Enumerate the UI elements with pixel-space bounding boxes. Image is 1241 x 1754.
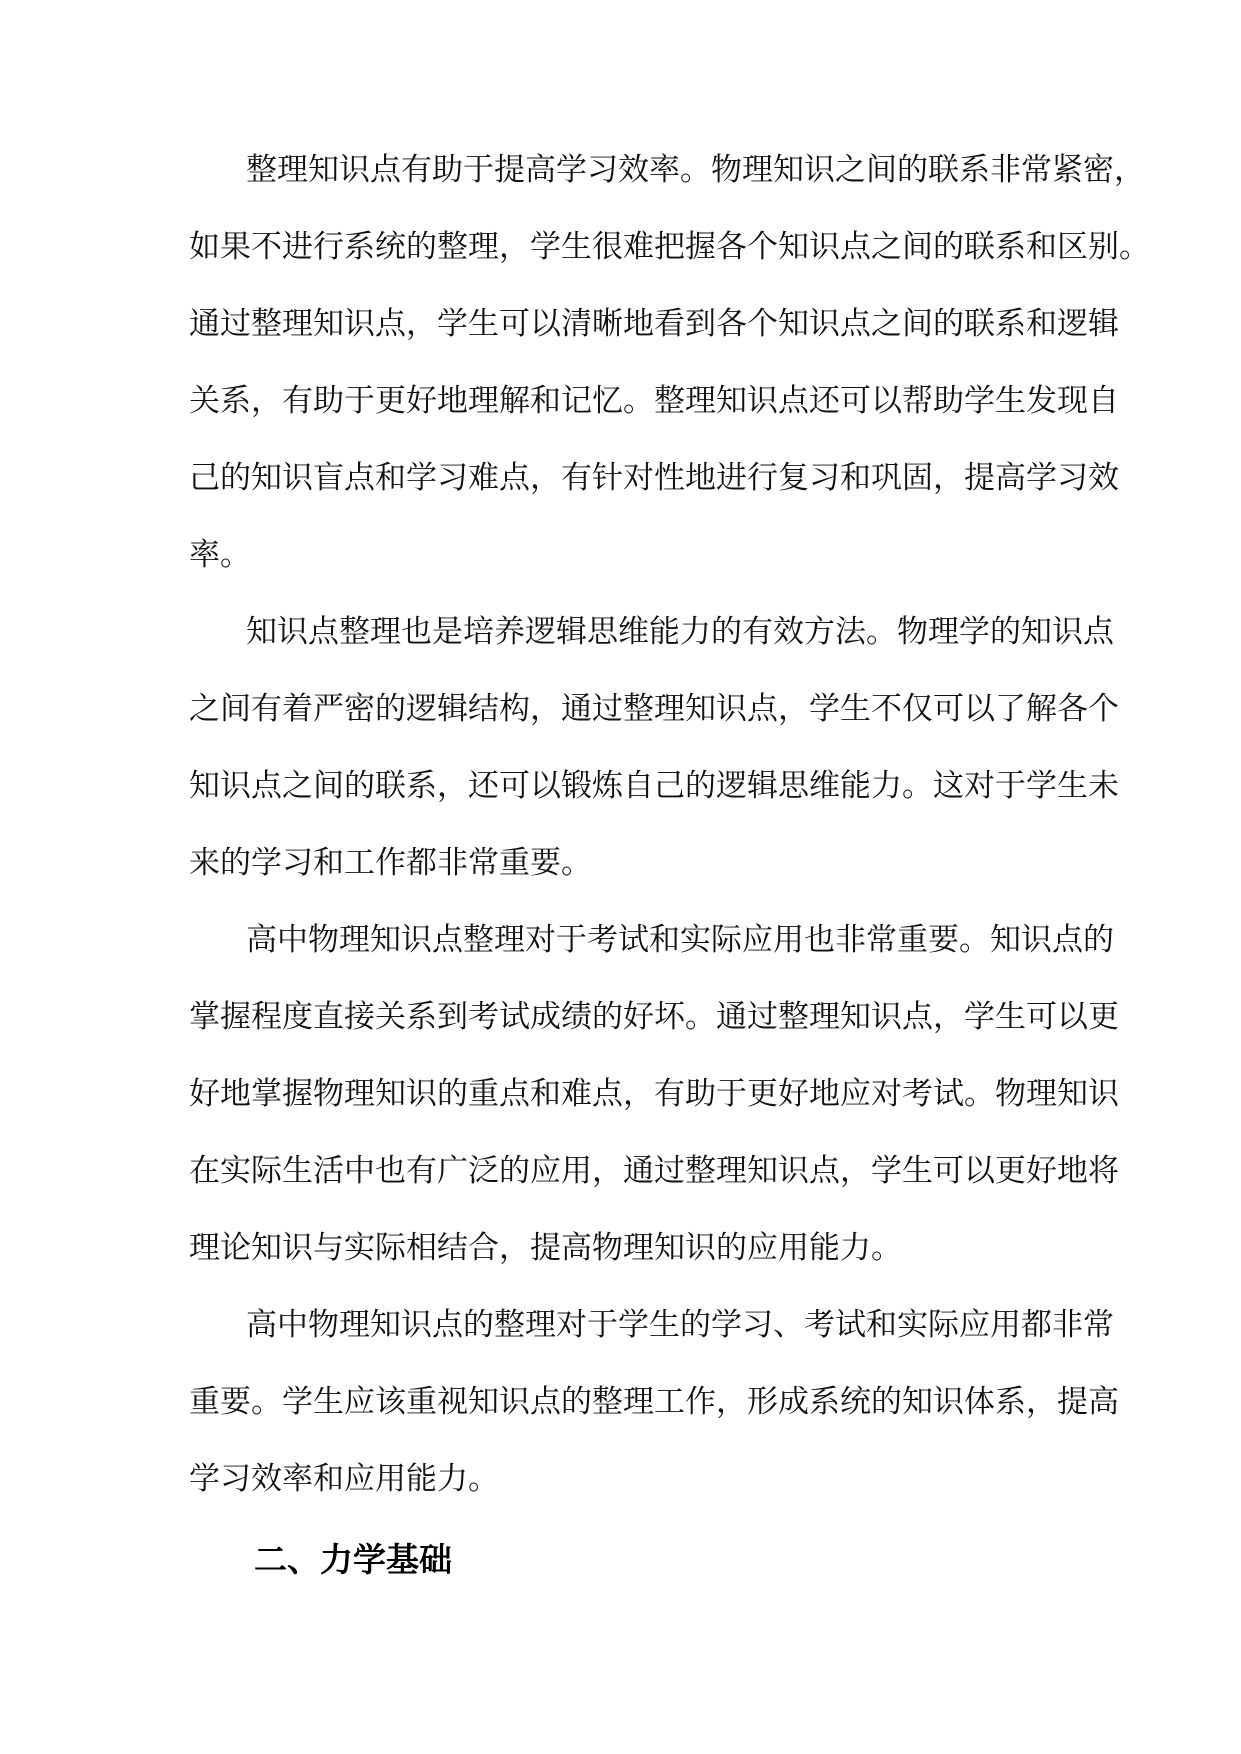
paragraph-3-line-5: 理论知识与实际相结合，提高物理知识的应用能力。 [189, 1230, 902, 1266]
paragraph-4-line-2: 重要。学生应该重视知识点的整理工作，形成系统的知识体系，提高 [189, 1384, 1119, 1420]
paragraph-1-line-2: 如果不进行系统的整理，学生很难把握各个知识点之间的联系和区别。 [189, 229, 1150, 265]
paragraph-3-line-3: 好地掌握物理知识的重点和难点，有助于更好地应对考试。物理知识 [189, 1076, 1119, 1112]
paragraph-2-line-3: 知识点之间的联系，还可以锻炼自己的逻辑思维能力。这对于学生未 [189, 768, 1119, 804]
paragraph-2-line-4: 来的学习和工作都非常重要。 [189, 845, 592, 881]
paragraph-1-line-6: 率。 [189, 537, 251, 573]
paragraph-2-line-1: 知识点整理也是培养逻辑思维能力的有效方法。物理学的知识点 [246, 614, 1114, 650]
paragraph-3-line-1: 高中物理知识点整理对于考试和实际应用也非常重要。知识点的 [246, 922, 1114, 958]
paragraph-1-line-4: 关系，有助于更好地理解和记忆。整理知识点还可以帮助学生发现自 [189, 383, 1119, 419]
paragraph-3-line-4: 在实际生活中也有广泛的应用，通过整理知识点，学生可以更好地将 [189, 1153, 1119, 1189]
paragraph-1-line-1: 整理知识点有助于提高学习效率。物理知识之间的联系非常紧密， [246, 152, 1145, 188]
section-heading: 二、力学基础 [254, 1540, 452, 1579]
paragraph-1-line-3: 通过整理知识点，学生可以清晰地看到各个知识点之间的联系和逻辑 [189, 306, 1119, 342]
paragraph-3-line-2: 掌握程度直接关系到考试成绩的好坏。通过整理知识点，学生可以更 [189, 999, 1119, 1035]
paragraph-4-line-3: 学习效率和应用能力。 [189, 1461, 499, 1497]
paragraph-4-line-1: 高中物理知识点的整理对于学生的学习、考试和实际应用都非常 [246, 1307, 1114, 1343]
paragraph-1-line-5: 己的知识盲点和学习难点，有针对性地进行复习和巩固，提高学习效 [189, 460, 1119, 496]
paragraph-2-line-2: 之间有着严密的逻辑结构，通过整理知识点，学生不仅可以了解各个 [189, 691, 1119, 727]
